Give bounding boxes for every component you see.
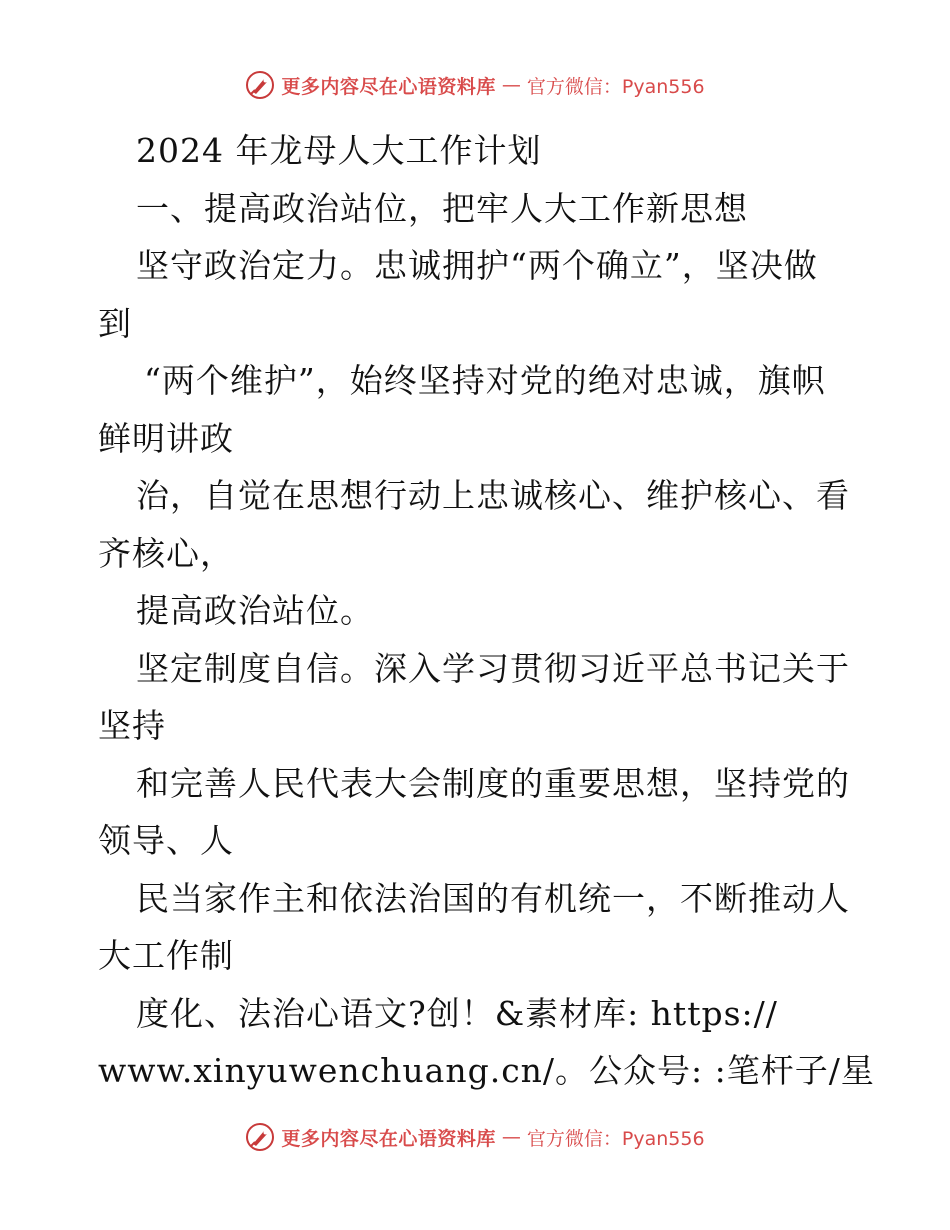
watermark-text: 更多内容尽在心语资料库 xyxy=(281,75,496,98)
watermark-wechat: 官方微信：Pyan556 xyxy=(526,1127,705,1150)
paragraph-line: 坚定制度自信。深入学习贯彻习近平总书记关于 xyxy=(136,648,850,688)
paragraph-line: 领导、人 xyxy=(98,821,234,860)
watermark-text: 更多内容尽在心语资料库 xyxy=(281,1127,496,1150)
watermark-separator: — xyxy=(501,74,521,96)
paragraph-line: 到 xyxy=(98,303,132,343)
paragraph-line: 鲜明讲政 xyxy=(98,418,234,458)
paragraph-line: 和完善人民代表大会制度的重要思想，坚持党的 xyxy=(136,763,850,803)
section-heading: 一、提高政治站位，把牢人大工作新思想 xyxy=(136,188,748,228)
document-title: 2024 年龙母人大工作计划 xyxy=(136,131,542,170)
watermark-wechat: 官方微信：Pyan556 xyxy=(526,75,705,98)
pen-nib-logo-icon xyxy=(245,70,275,100)
paragraph-line: 坚守政治定力。忠诚拥护“两个确立”，坚决做 xyxy=(136,246,818,285)
paragraph-line: “两个维护”，始终坚持对党的绝对忠诚，旗帜 xyxy=(144,361,826,400)
paragraph-line: 提高政治站位。 xyxy=(136,591,374,630)
paragraph-line: www.xinyuwenchuang.cn/。公众号: :笔杆子/星 xyxy=(98,1051,875,1090)
document-body xyxy=(98,122,875,1100)
header-watermark xyxy=(0,70,950,100)
footer-watermark xyxy=(0,1122,950,1152)
paragraph-line: 治，自觉在思想行动上忠诚核心、维护核心、看 xyxy=(136,476,850,515)
paragraph-line: 民当家作主和依法治国的有机统一，不断推动人 xyxy=(136,878,850,918)
pen-nib-logo-icon xyxy=(245,1122,275,1152)
paragraph-line: 度化、法治心语文?创！&素材库: https:// xyxy=(136,993,778,1033)
watermark-separator: — xyxy=(501,1126,521,1148)
paragraph-line: 大工作制 xyxy=(98,936,234,975)
paragraph-line: 齐核心， xyxy=(98,533,234,573)
paragraph-line: 坚持 xyxy=(98,706,166,745)
